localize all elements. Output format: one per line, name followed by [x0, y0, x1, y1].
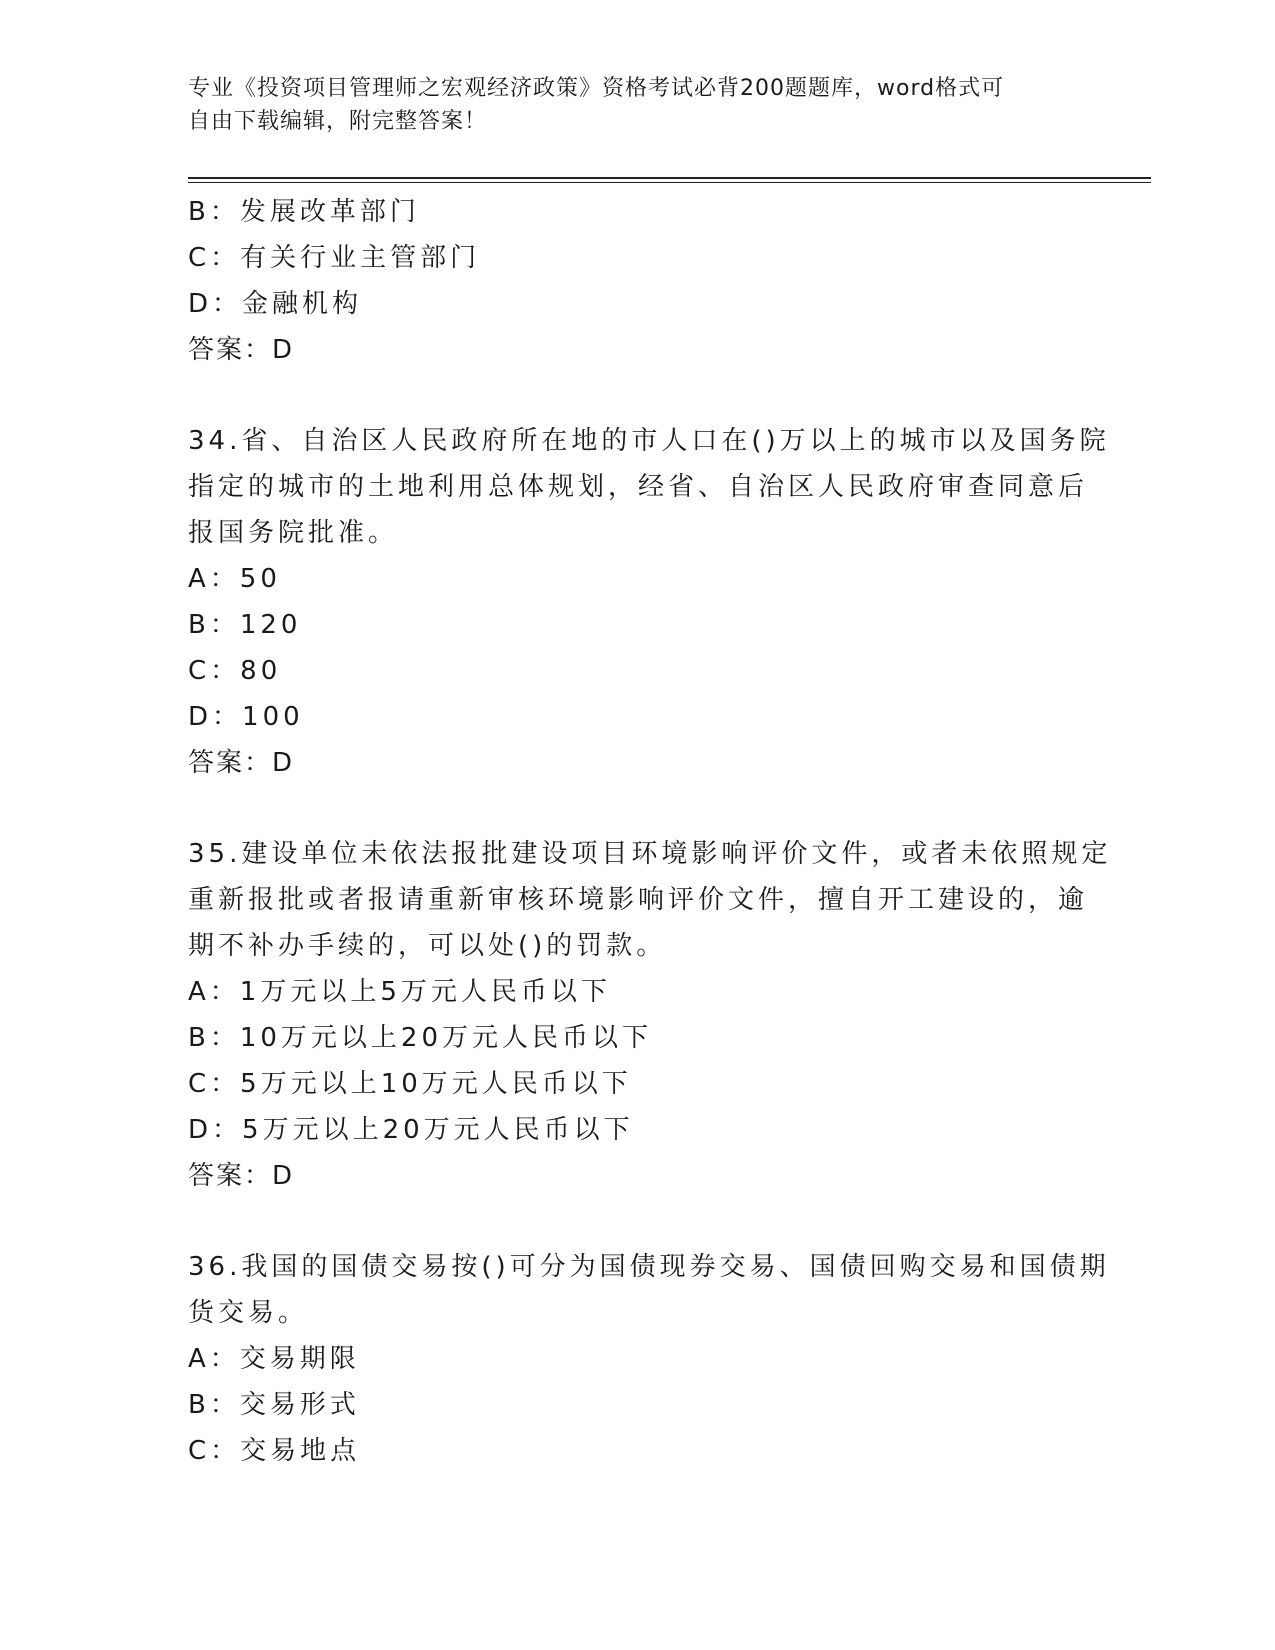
question-34	[188, 418, 1110, 786]
question-stem-line: 36.我国的国债交易按()可分为国债现券交易、国债回购交易和国债期	[188, 1252, 1110, 1282]
question-stem-line: 货交易。	[188, 1298, 309, 1328]
option-c: C：80	[188, 656, 282, 686]
question-stem-line: 35.建设单位未依法报批建设项目环境影响评价文件，或者未依照规定	[188, 839, 1112, 869]
option-c: C：有关行业主管部门	[188, 243, 481, 273]
header-rule-thick	[188, 177, 1151, 179]
question-stem-line: 期不补办手续的，可以处()的罚款。	[188, 931, 667, 961]
option-d: D：金融机构	[188, 289, 363, 319]
question-33	[188, 189, 1088, 373]
option-b: B：120	[188, 610, 302, 640]
question-stem-line: 34.省、自治区人民政府所在地的市人口在()万以上的城市以及国务院	[188, 426, 1110, 456]
question-36	[188, 1244, 1110, 1474]
option-b: B：交易形式	[188, 1390, 360, 1420]
answer: 答案：D	[188, 335, 295, 365]
option-a: A：1万元以上5万元人民币以下	[188, 977, 611, 1007]
option-a: A：50	[188, 564, 281, 594]
option-a: A：交易期限	[188, 1344, 360, 1374]
option-c: C：交易地点	[188, 1436, 361, 1466]
option-b: B：10万元以上20万元人民币以下	[188, 1023, 653, 1053]
header-line-2: 自由下载编辑，附完整答案！	[188, 109, 488, 134]
question-list	[188, 189, 1112, 1474]
question-stem-line: 指定的城市的土地利用总体规划，经省、自治区人民政府审查同意后	[188, 472, 1089, 502]
option-d: D：5万元以上20万元人民币以下	[188, 1115, 634, 1145]
document-header	[188, 72, 1088, 138]
answer: 答案：D	[188, 748, 295, 778]
question-stem-line: 重新报批或者报请重新审核环境影响评价文件，擅自开工建设的，逾	[188, 885, 1089, 915]
question-stem-line: 报国务院批准。	[188, 518, 399, 548]
answer: 答案：D	[188, 1161, 295, 1191]
option-c: C：5万元以上10万元人民币以下	[188, 1069, 632, 1099]
option-b: B：发展改革部门	[188, 197, 420, 227]
question-35	[188, 831, 1112, 1199]
header-rule-thin	[188, 182, 1151, 183]
header-line-1: 专业《投资项目管理师之宏观经济政策》资格考试必背200题题库，word格式可	[188, 76, 1005, 101]
option-d: D：100	[188, 702, 304, 732]
